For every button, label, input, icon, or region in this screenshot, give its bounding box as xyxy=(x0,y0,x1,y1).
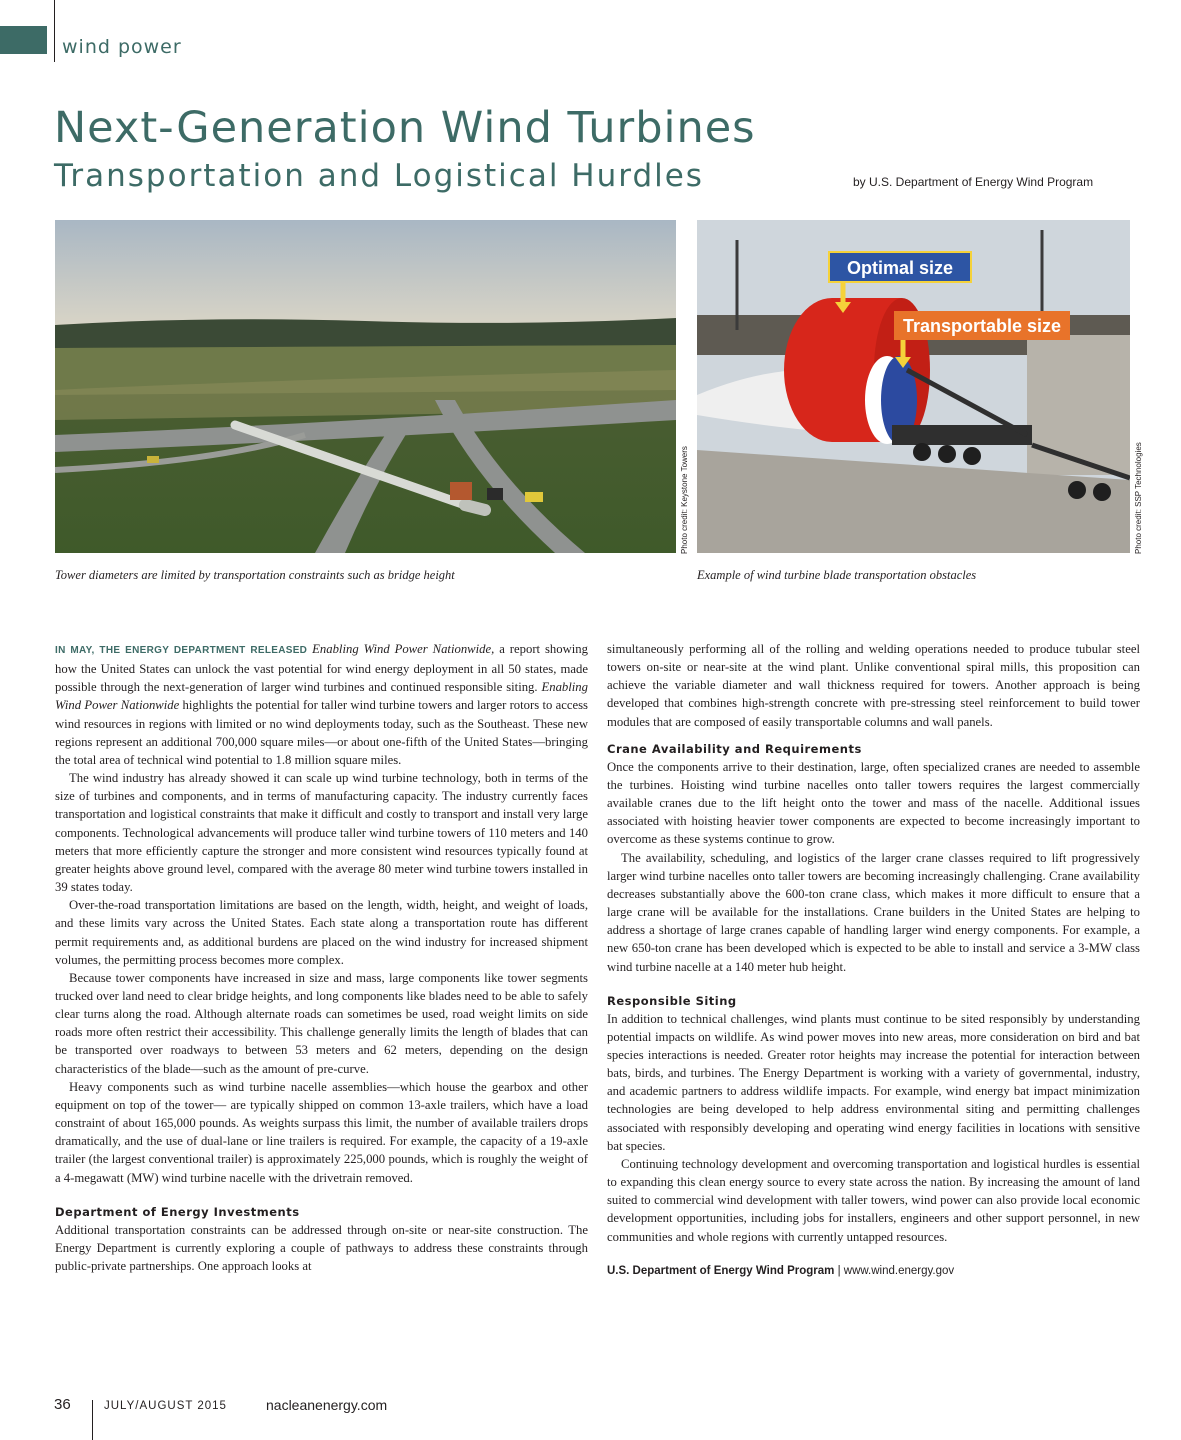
label-optimal-size: Optimal size xyxy=(846,258,954,278)
photo-credit-right: Photo credit: SSP Technologies xyxy=(1134,442,1143,554)
heading-investments: Department of Energy Investments xyxy=(55,1204,300,1219)
paragraph: Because tower components have increased in size and mass, large components like tower segments trucked over land need to clear bridge heights, and long components like blades need to be able to safely clear turns along the road. Although alternate roads can sometimes be used, road weight limits on side roads more often restrict their accessibility. This challenge generally limits the length of blades that can be transported over roadways to between 53 meters and 62 meters, depending on the design characteristics of the blade—such as the amount of pre-curve. xyxy=(55,970,588,1076)
article-title: Next-Generation Wind Turbines xyxy=(54,103,756,153)
section-label: wind power xyxy=(62,36,182,58)
page-number: 36 xyxy=(54,1396,71,1413)
signoff-org: U.S. Department of Energy Wind Program xyxy=(607,1264,835,1277)
paragraph-text: highlights the potential for taller wind turbine towers and larger rotors to access wind resources in regions with limited or no wind deployments today, such as the Southeast. These new regions represent an additional 700,000 square miles—or about one-fifth of the United States—bringing the total area of technical wind potential to 1.8 million square miles. xyxy=(55,698,588,767)
signoff xyxy=(607,1262,1140,1280)
paragraph: simultaneously performing all of the rolling and welding operations needed to produce tubular steel towers on-site or near-site at the wind plant. Unlike conventional spiral mills, this proposition can achieve the variable diameter and wall thickness required for towers. Another approach is being developed that combines high-strength concrete with pre-stressing steel reinforcement to build tower modules that are composed of easily transportable columns and wall panels. xyxy=(607,642,1140,729)
paragraph: The availability, scheduling, and logistics of the larger crane classes required to lift progressively larger wind turbine nacelles onto taller towers are becoming increasingly challenging. Crane availability decreases substantially above the 600-ton crane class, which makes it more difficult to ensure that a large crane will be available for the installations. Crane builders in the United States are helping to address a shortage of large cranes capable of handling larger wind energy components. For example, a new 650-ton crane has been developed which is expected to be able to install and service a 3-MW class wind turbine nacelle at a 140 meter hub height. xyxy=(607,850,1140,974)
paragraph: Once the components arrive to their destination, large, often specialized cranes are needed to assemble the turbines. Hoisting wind turbine nacelles onto taller towers requires the largest commercially available cranes due to the lift height onto the tower and mass of the nacelle. Additional issues associated with hoisting heavier tower components are expected to become increasingly important to overcome as these systems continue to grow. xyxy=(607,759,1140,847)
heading-siting: Responsible Siting xyxy=(607,993,737,1008)
article-column-right xyxy=(607,640,1140,1280)
paragraph: The wind industry has already showed it can scale up wind turbine technology, both in terms of the size of turbines and components, and in terms of manufacturing capacity. The industry currently faces transportation and logistical constraints that make it difficult and costly to transport and install very large components. Technological advancements will produce taller wind turbine towers of 110 meters and 140 meters that more efficiently capture the stronger and more consistent wind resources typically found at greater heights above ground level, compared with the average 80 meter wind turbine towers installed in 39 states today. xyxy=(55,771,588,895)
photo-aerial-blade-transport xyxy=(55,220,676,553)
article-byline: by U.S. Department of Energy Wind Program xyxy=(853,175,1094,189)
paragraph-intro xyxy=(55,640,588,769)
paragraph: In addition to technical challenges, wind plants must continue to be sited responsibly by understanding potential impacts on wildlife. As wind power moves into new areas, more consideration on bird and bat species interactions is needed. Greater rotor heights may increase the potential for interaction between bats, birds, and turbines. The Energy Department is working with a variety of governmental, industry, and academic partners to address wildlife impacts. For example, wind energy bat impact minimization technologies are being developed to help address environmental siting and permitting challenges associated with responsibly developing and operating wind energy facilities in locations with sensitive bat species. xyxy=(607,1011,1140,1153)
signoff-url: | www.wind.energy.gov xyxy=(837,1264,955,1277)
header-divider xyxy=(54,0,55,62)
paragraph: Continuing technology development and overcoming transportation and logistical hurdles is essential to expanding this clean energy source to every state across the nation. By increasing the amount of land suited to commercial wind development with taller towers, wind power can also provide local economic development opportunities, including jobs for installers, engineers and other support personnel, in new communities and whole regions with currently untapped resources. xyxy=(607,1156,1140,1244)
heading-crane: Crane Availability and Requirements xyxy=(607,741,862,756)
report-title: Enabling Wind Power Nationwide, xyxy=(312,642,495,656)
site-url: nacleanenergy.com xyxy=(266,1397,388,1413)
paragraph-text: a report showing how the United States can unlock the vast potential for wind energy deployment in all 50 states, made possible through the next-generation of larger wind turbines and continued responsible siting. xyxy=(55,642,588,695)
report-title: Enabling Wind Power Nationwide xyxy=(55,680,588,713)
section-tab-block xyxy=(0,26,47,54)
article-subtitle: Transportation and Logistical Hurdles xyxy=(54,158,704,194)
paragraph: Heavy components such as wind turbine nacelle assemblies—which house the gearbox and other equipment on top of the tower— are typically shipped on common 13-axle trailers, which have a load constraint of about 165,000 pounds. As weights surpass this limit, the number of available trailers drops dramatically, and the use of dual-lane or line trailers is required. For example, the capacity of a 19-axle trailer (the largest conventional trailer) is approximately 225,000 pounds, which is roughly the weight of a 4-megawatt (MW) wind turbine nacelle with the drivetrain removed. xyxy=(55,1079,588,1185)
article-column-left xyxy=(55,640,588,1275)
label-transportable-size: Transportable size xyxy=(902,316,1062,336)
issue-date: JULY/AUGUST 2015 xyxy=(104,1400,227,1412)
footer-divider xyxy=(92,1400,93,1440)
photo-credit-left: Photo credit: Keystone Towers xyxy=(680,446,689,554)
photo-blade-under-bridge xyxy=(697,220,1130,553)
paragraph: Additional transportation constraints can be addressed through on-site or near-site construction. The Energy Department is currently exploring a couple of pathways to address these constraints through public-private partnerships. One approach looks at xyxy=(55,1222,588,1273)
caption-left: Tower diameters are limited by transportation constraints such as bridge height xyxy=(55,568,455,582)
caption-right: Example of wind turbine blade transportation obstacles xyxy=(697,568,977,582)
lead-in: IN MAY, THE ENERGY DEPARTMENT RELEASED xyxy=(55,645,308,656)
paragraph: Over-the-road transportation limitations are based on the length, width, height, and weight of loads, and these limits vary across the United States. Each state along a transportation route has different permit requirements and, as additional burdens are placed on the wind industry for increased shipment volumes, the permitting process becomes more complex. xyxy=(55,898,588,967)
